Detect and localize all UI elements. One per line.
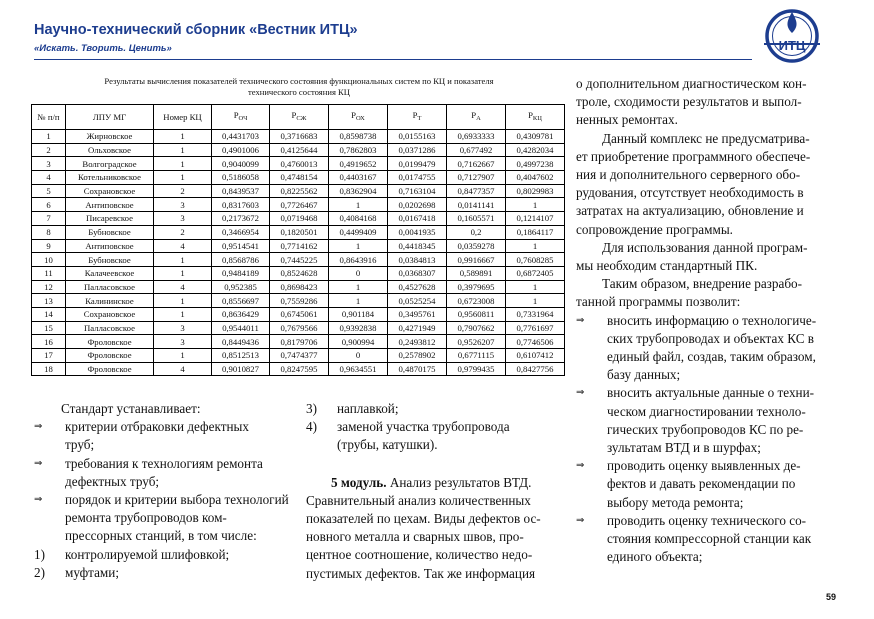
table-cell: 0,7331964	[506, 307, 565, 321]
table-cell: 0,8512513	[212, 349, 270, 363]
table-cell: 0,9526207	[447, 335, 506, 349]
item-number: 4)	[306, 419, 317, 435]
list-item	[576, 512, 838, 567]
table-cell: 0,0359278	[447, 239, 506, 253]
table-cell: Фроловское	[66, 349, 154, 363]
itc-logo	[756, 6, 828, 66]
table-cell: 0,8439537	[212, 184, 270, 198]
journal-title: Научно-технический сборник «Вестник ИТЦ»	[34, 22, 358, 38]
table-cell: 0,8477357	[447, 184, 506, 198]
table-cell: 1	[329, 198, 388, 212]
module-text-line: пустимых дефектов. Так же информация	[306, 565, 536, 581]
table-cell: 0,4499409	[329, 225, 388, 239]
table-cell: 0,7127907	[447, 171, 506, 185]
table-cell: 0,2173672	[212, 212, 270, 226]
table-cell: 0,6872405	[506, 266, 565, 280]
table-cell: 3	[154, 212, 212, 226]
list-item-line: порядок и критерии выбора технологий ремонта трубопроводов ком-	[65, 492, 289, 526]
table-cell: Волгоградское	[66, 157, 154, 171]
table-cell: 3	[32, 157, 66, 171]
table-cell: 0,6745061	[270, 307, 329, 321]
table-cell: 1	[154, 143, 212, 157]
table-cell: Калачеевское	[66, 266, 154, 280]
table-cell: 0,3979695	[447, 280, 506, 294]
table-row	[32, 362, 565, 376]
arrow-bullet-icon: ⇒	[34, 494, 43, 506]
table-cell: 0,7163104	[388, 184, 447, 198]
header-p-szh	[270, 105, 329, 130]
table-cell: 0	[329, 349, 388, 363]
table-cell: 0,0155163	[388, 130, 447, 144]
table-cell: 1	[506, 198, 565, 212]
table-cell: 0,9040099	[212, 157, 270, 171]
list-item-line: фектов и давать рекомендации по	[607, 476, 796, 492]
paragraph-line: танной программы позволит:	[576, 294, 741, 310]
table-cell: 0,8317603	[212, 198, 270, 212]
table-cell: 3	[154, 321, 212, 335]
paragraph-line: ет приобретение программного обеспече-	[576, 148, 811, 164]
module-text-line: показателей по цехам. Виды дефектов ос-	[306, 511, 541, 527]
table-cell: 0,3495761	[388, 307, 447, 321]
table-cell: 1	[154, 349, 212, 363]
table-cell: 0,952385	[212, 280, 270, 294]
table-cell: 4	[32, 171, 66, 185]
table-cell: 0,0368307	[388, 266, 447, 280]
header-p-ox-sub: ОХ	[355, 115, 365, 122]
table-cell: 0,3716683	[270, 130, 329, 144]
table-cell: 0,6723008	[447, 294, 506, 308]
table-cell: 0,9634551	[329, 362, 388, 376]
table-cell: 1	[154, 307, 212, 321]
table-caption-line: Результаты вычисления показателей технического состояния функциональных систем по КЦ и показателя	[104, 76, 494, 86]
numbered-item-text: муфтами;	[65, 564, 119, 580]
header-p-ox-main: P	[351, 110, 356, 120]
numbered-item	[34, 546, 296, 564]
table-cell: 0,7862803	[329, 143, 388, 157]
results-table	[31, 104, 565, 376]
list-item	[34, 491, 296, 546]
header-p-kc-main: P	[528, 110, 533, 120]
arrow-bullet-icon: ⇒	[576, 514, 585, 526]
table-cell: 12	[32, 280, 66, 294]
module-heading	[306, 474, 568, 492]
table-cell: 0,0525254	[388, 294, 447, 308]
table-cell: 0,4084168	[329, 212, 388, 226]
table-cell: 0,0371286	[388, 143, 447, 157]
spacer	[306, 455, 568, 474]
table-cell: 0,4282034	[506, 143, 565, 157]
table-cell: 1	[154, 253, 212, 267]
table-cell: 0,8179706	[270, 335, 329, 349]
table-cell: 0,0167418	[388, 212, 447, 226]
table-cell: 0,7559286	[270, 294, 329, 308]
header-p-t-main: P	[412, 110, 418, 120]
table-row	[32, 130, 565, 144]
table-cell: Фроловское	[66, 335, 154, 349]
header-p-szh-main: P	[291, 110, 297, 120]
table-cell: 0,901184	[329, 307, 388, 321]
table-cell: 0,0719468	[270, 212, 329, 226]
paragraph-line: о дополнительном диагностическом кон-	[576, 76, 807, 91]
table-cell: 0,4431703	[212, 130, 270, 144]
list-item-line: стояния компрессорной станции как	[607, 531, 812, 547]
table-cell: 0,9799435	[447, 362, 506, 376]
numbered-item-text: наплавкой;	[337, 401, 399, 416]
table-cell: 0,6107412	[506, 349, 565, 363]
paragraph-line: ненных ремонтах.	[576, 112, 678, 128]
table-cell: 0,0174755	[388, 171, 447, 185]
table-row	[32, 307, 565, 321]
table-cell: 0,8568786	[212, 253, 270, 267]
table-cell: 0,4901006	[212, 143, 270, 157]
page-number: 59	[826, 592, 837, 602]
left-column	[34, 400, 296, 582]
table-cell: 1	[154, 171, 212, 185]
table-cell: 0,8225562	[270, 184, 329, 198]
numbered-item-text: контролируемой шлифовкой;	[65, 546, 230, 562]
table-caption	[34, 76, 564, 97]
table-cell: 0,7162667	[447, 157, 506, 171]
header-p-t-sub: Т	[417, 115, 422, 122]
table-header-row	[32, 105, 565, 130]
numbered-item	[34, 564, 296, 582]
header-p-kc	[506, 105, 565, 130]
table-cell: 0,4997238	[506, 157, 565, 171]
paragraph-line: рудования, отсутствует необходимость в	[576, 185, 804, 201]
table-cell: 1	[154, 157, 212, 171]
journal-tagline: «Искать. Творить. Ценить»	[34, 43, 172, 54]
table-cell: 0,8636429	[212, 307, 270, 321]
table-cell: 0,0199479	[388, 157, 447, 171]
header-p-szh-sub: СЖ	[296, 115, 307, 122]
table-cell: 0,5186058	[212, 171, 270, 185]
table-cell: 0,1214107	[506, 212, 565, 226]
list-item-line: труб;	[65, 437, 95, 453]
table-cell: 0,9010827	[212, 362, 270, 376]
list-item-line: вносить информацию о технологиче-	[607, 312, 817, 328]
table-cell: 0,6771115	[447, 349, 506, 363]
table-cell: 0,9916667	[447, 253, 506, 267]
table-row	[32, 239, 565, 253]
table-cell: 0,8029983	[506, 184, 565, 198]
table-cell: 0,9544011	[212, 321, 270, 335]
table-cell: 7	[32, 212, 66, 226]
list-item	[34, 418, 296, 454]
table-cell: Сохрановское	[66, 307, 154, 321]
list-item	[34, 455, 296, 491]
list-item-line: выбору метода ремонта;	[607, 494, 744, 510]
table-cell: 0,7445225	[270, 253, 329, 267]
table-cell: Антиповское	[66, 198, 154, 212]
table-cell: 16	[32, 335, 66, 349]
list-item-line: единого объекта;	[607, 549, 703, 565]
table-cell: 0,7714162	[270, 239, 329, 253]
list-item-line: зультатам ВТД и в шурфах;	[607, 440, 761, 456]
table-cell: 1	[154, 130, 212, 144]
table-cell: 0,8449436	[212, 335, 270, 349]
table-cell: Антиповское	[66, 239, 154, 253]
list-item-line: базу данных;	[607, 367, 681, 383]
list-item-line: проводить оценку выявленных де-	[607, 458, 801, 474]
table-row	[32, 335, 565, 349]
module-text-line: новного металла и сварных швов, про-	[306, 529, 524, 545]
table-cell: 0,4870175	[388, 362, 447, 376]
module-title: 5 модуль.	[331, 474, 387, 490]
header-kc-number: Номер КЦ	[154, 105, 212, 130]
table-cell: 0,8247595	[270, 362, 329, 376]
list-item-line: дефектных труб;	[65, 473, 160, 489]
table-cell: 0,4748154	[270, 171, 329, 185]
table-row	[32, 184, 565, 198]
table-cell: 0,1864117	[506, 225, 565, 239]
table-cell: 5	[32, 184, 66, 198]
table-cell: 4	[154, 362, 212, 376]
table-cell: 0,8556697	[212, 294, 270, 308]
table-cell: 2	[154, 225, 212, 239]
table-cell: Фроловское	[66, 362, 154, 376]
table-cell: Палласовское	[66, 321, 154, 335]
paragraph-line: Таким образом, внедрение разрабо-	[602, 276, 803, 292]
header-p-a-main: P	[471, 110, 477, 120]
table-cell: 0,8698423	[270, 280, 329, 294]
header-p-kc-sub: КЦ	[532, 115, 542, 122]
table-cell: 0,9560811	[447, 307, 506, 321]
standard-intro: Стандарт устанавливает:	[61, 401, 201, 416]
table-cell: 14	[32, 307, 66, 321]
table-cell: 0,2	[447, 225, 506, 239]
logo-text: ИТЦ	[778, 38, 806, 53]
table-cell: 0,4418345	[388, 239, 447, 253]
table-row	[32, 157, 565, 171]
table-cell: 0,7746506	[506, 335, 565, 349]
table-row	[32, 198, 565, 212]
list-item	[576, 384, 838, 457]
arrow-bullet-icon: ⇒	[576, 314, 585, 326]
table-cell: 0,4919652	[329, 157, 388, 171]
table-cell: 0,9484189	[212, 266, 270, 280]
table-cell: Бубновское	[66, 225, 154, 239]
table-row	[32, 225, 565, 239]
numbered-item	[306, 418, 568, 454]
table-row	[32, 294, 565, 308]
table-cell: 0,4047602	[506, 171, 565, 185]
table-cell: 17	[32, 349, 66, 363]
header-p-a	[447, 105, 506, 130]
table-cell: 1	[329, 280, 388, 294]
table-cell: Ольховское	[66, 143, 154, 157]
numbered-item-line: заменой участка трубопровода	[337, 419, 510, 435]
table-cell: 0,9392838	[329, 321, 388, 335]
table-cell: 2	[154, 184, 212, 198]
table-cell: 0,4125644	[270, 143, 329, 157]
paragraph-line: троле, сходимости результатов и выпол-	[576, 94, 802, 110]
table-cell: 1	[154, 266, 212, 280]
table-cell: 3	[154, 335, 212, 349]
right-bullet-list	[576, 312, 838, 567]
table-cell: 0,4760013	[270, 157, 329, 171]
table-cell: 0,677492	[447, 143, 506, 157]
table-cell: 0,0041935	[388, 225, 447, 239]
header-num: № п/п	[32, 105, 66, 130]
module-text-line: центное соотношение, количество недо-	[306, 547, 533, 563]
table-cell: 2	[32, 143, 66, 157]
paragraph-line: Для использования данной програм-	[602, 239, 808, 255]
table-row	[32, 171, 565, 185]
right-column	[576, 75, 838, 566]
header-lpu: ЛПУ МГ	[66, 105, 154, 130]
header-p-och-main: P	[233, 110, 239, 120]
table-cell: 8	[32, 225, 66, 239]
table-cell: 13	[32, 294, 66, 308]
paragraph-line: мы необходим стандартный ПК.	[576, 258, 758, 274]
table-cell: 0,9514541	[212, 239, 270, 253]
table-cell: Писаревское	[66, 212, 154, 226]
numbered-item-line: (трубы, катушки).	[337, 437, 438, 453]
table-cell: 0,4403167	[329, 171, 388, 185]
table-cell: 1	[329, 294, 388, 308]
table-cell: 15	[32, 321, 66, 335]
table-cell: 0,2578902	[388, 349, 447, 363]
table-cell: Калининское	[66, 294, 154, 308]
arrow-bullet-icon: ⇒	[34, 421, 43, 433]
table-cell: Палласовское	[66, 280, 154, 294]
table-cell: 0,1605571	[447, 212, 506, 226]
table-cell: 0,8362904	[329, 184, 388, 198]
table-cell: 0	[329, 266, 388, 280]
table-cell: 0,8643916	[329, 253, 388, 267]
list-item-line: гических трубопроводов КС по ре-	[607, 421, 804, 437]
table-cell: 0,8598738	[329, 130, 388, 144]
arrow-bullet-icon: ⇒	[34, 457, 43, 469]
table-cell: 6	[32, 198, 66, 212]
list-item	[576, 312, 838, 385]
table-cell: 0,3466954	[212, 225, 270, 239]
table-cell: 0,589891	[447, 266, 506, 280]
paragraph-line: Данный комплекс не предусматрива-	[602, 130, 810, 146]
table-cell: 0,0141141	[447, 198, 506, 212]
table-cell: 4	[154, 239, 212, 253]
table-cell: 0,4527628	[388, 280, 447, 294]
item-number: 3)	[306, 401, 317, 416]
list-item-line: критерии отбраковки дефектных	[65, 419, 249, 435]
table-cell: 3	[154, 198, 212, 212]
header-divider	[34, 59, 752, 60]
table-cell: 1	[506, 239, 565, 253]
header-p-och	[212, 105, 270, 130]
paragraph-line: ния и дополнительного серверного обо-	[576, 167, 801, 183]
header-p-t	[388, 105, 447, 130]
header-p-och-sub: ОЧ	[238, 115, 248, 122]
module-text-line: Сравнительный анализ количественных	[306, 492, 531, 508]
paragraph-line: сопровождение программы.	[576, 221, 733, 237]
table-row	[32, 266, 565, 280]
table-row	[32, 253, 565, 267]
table-row	[32, 212, 565, 226]
module-title-text: Анализ результатов ВТД.	[386, 474, 532, 490]
table-caption-line: технического состояния КЦ	[247, 86, 350, 97]
table-row	[32, 143, 565, 157]
list-item-line: вносить актуальные данные о техни-	[607, 385, 815, 401]
table-cell: 0,4271949	[388, 321, 447, 335]
table-cell: 1	[506, 280, 565, 294]
table-body	[32, 130, 565, 376]
table-cell: 1	[506, 294, 565, 308]
list-item-line: проводить оценку технического со-	[607, 512, 807, 528]
table-cell: 0,6933333	[447, 130, 506, 144]
table-cell: 0,7474377	[270, 349, 329, 363]
item-number: 1)	[34, 546, 45, 562]
table-cell: 0,8524628	[270, 266, 329, 280]
table-cell: 0,1820501	[270, 225, 329, 239]
list-item-line: ских трубопроводах и объектах КС в	[607, 330, 815, 346]
table-cell: 1	[329, 239, 388, 253]
table-cell: 11	[32, 266, 66, 280]
table-cell: 0,7679566	[270, 321, 329, 335]
table-row	[32, 349, 565, 363]
list-item-line: единый файл, создав, таким образом,	[607, 349, 816, 365]
table-cell: 0,2493812	[388, 335, 447, 349]
table-cell: 0,7726467	[270, 198, 329, 212]
table-cell: 1	[32, 130, 66, 144]
list-item	[576, 457, 838, 512]
arrow-bullet-icon: ⇒	[576, 460, 585, 472]
table-row	[32, 280, 565, 294]
list-item-line: ческом диагностировании техноло-	[607, 403, 806, 419]
table-cell: Сохрановское	[66, 184, 154, 198]
table-cell: 0,0202698	[388, 198, 447, 212]
table-cell: 1	[154, 294, 212, 308]
table-cell: Бубновское	[66, 253, 154, 267]
table-cell: 0,0384813	[388, 253, 447, 267]
list-item-line: требования к технологиям ремонта	[65, 455, 263, 471]
table-cell: 4	[154, 280, 212, 294]
header-p-ox	[329, 105, 388, 130]
numbered-item	[306, 400, 568, 418]
table-cell: 18	[32, 362, 66, 376]
table-cell: 0,8427756	[506, 362, 565, 376]
list-item-line: прессорных станций, в том числе:	[65, 528, 257, 544]
table-cell: 9	[32, 239, 66, 253]
table-cell: 0,900994	[329, 335, 388, 349]
arrow-bullet-icon: ⇒	[576, 387, 585, 399]
table-cell: 0,4309781	[506, 130, 565, 144]
table-row	[32, 321, 565, 335]
table-cell: 0,7907662	[447, 321, 506, 335]
table-cell: Котельниковское	[66, 171, 154, 185]
table-cell: 0,7761697	[506, 321, 565, 335]
table-cell: 0,7608285	[506, 253, 565, 267]
table-cell: 10	[32, 253, 66, 267]
item-number: 2)	[34, 564, 45, 580]
header-p-a-sub: А	[476, 115, 481, 122]
paragraph-line: затратах на актуализацию, обновление и	[576, 203, 804, 219]
table-cell: Жирновское	[66, 130, 154, 144]
middle-column	[306, 400, 568, 583]
